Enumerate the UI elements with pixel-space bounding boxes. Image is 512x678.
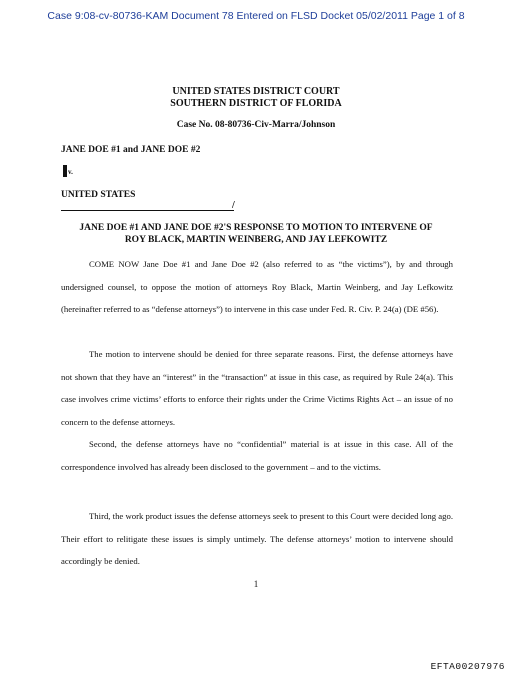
court-line-2: SOUTHERN DISTRICT OF FLORIDA xyxy=(170,98,342,109)
case-number: Case No. 08-80736-Civ-Marra/Johnson xyxy=(176,120,336,130)
court-line-1: UNITED STATES DISTRICT COURT xyxy=(172,86,340,97)
body-paragraph-3: Second, the defense attorneys have no “confidential” material is at issue in this case. All of the correspondence involved has already been disclosed to the government – and to the victims. xyxy=(61,439,453,472)
document-title xyxy=(40,222,472,246)
plaintiffs: JANE DOE #1 and JANE DOE #2 xyxy=(61,145,201,155)
docket-header: Case 9:08-cv-80736-KAM Document 78 Entered on FLSD Docket 05/02/2011 Page 1 of 8 xyxy=(47,10,465,22)
body-paragraph-4: Third, the work product issues the defense attorneys seek to present to this Court were decided long ago. Their effort to relitigate these issues is simply untimely. The defense attorneys’ motion to intervene should accordingly be denied. xyxy=(61,511,453,566)
caption-divider xyxy=(61,210,234,211)
title-line-2: ROY BLACK, MARTIN WEINBERG, AND JAY LEFKOWITZ xyxy=(124,235,388,245)
bates-number: EFTA00207976 xyxy=(430,661,505,672)
versus-label: v. xyxy=(68,168,73,176)
caption-slash: / xyxy=(232,200,235,211)
body-paragraph-1: COME NOW Jane Doe #1 and Jane Doe #2 (also referred to as “the victims”), by and through undersigned counsel, to oppose the motion of attorneys Roy Black, Martin Weinberg, and Jay Lefkowitz (hereinafter referred to as “defense attorneys”) to intervene in this case under Fed. R. Civ. P. 24(a) (DE #56). xyxy=(61,259,453,314)
versus-mark xyxy=(63,165,67,177)
court-name xyxy=(0,86,512,110)
page-number: 1 xyxy=(253,579,259,589)
body-paragraph-2: The motion to intervene should be denied for three separate reasons. First, the defense attorneys have not shown that they have an “interest” in the “transaction” at issue in this case, as required by Rule 24(a). This case involves crime victims’ efforts to enforce their rights under the Crime Victims Rights Act – an issue of no concern to the defense attorneys. xyxy=(61,349,453,427)
defendant: UNITED STATES xyxy=(61,190,136,200)
title-line-1: JANE DOE #1 AND JANE DOE #2'S RESPONSE TO MOTION TO INTERVENE OF xyxy=(79,223,433,233)
